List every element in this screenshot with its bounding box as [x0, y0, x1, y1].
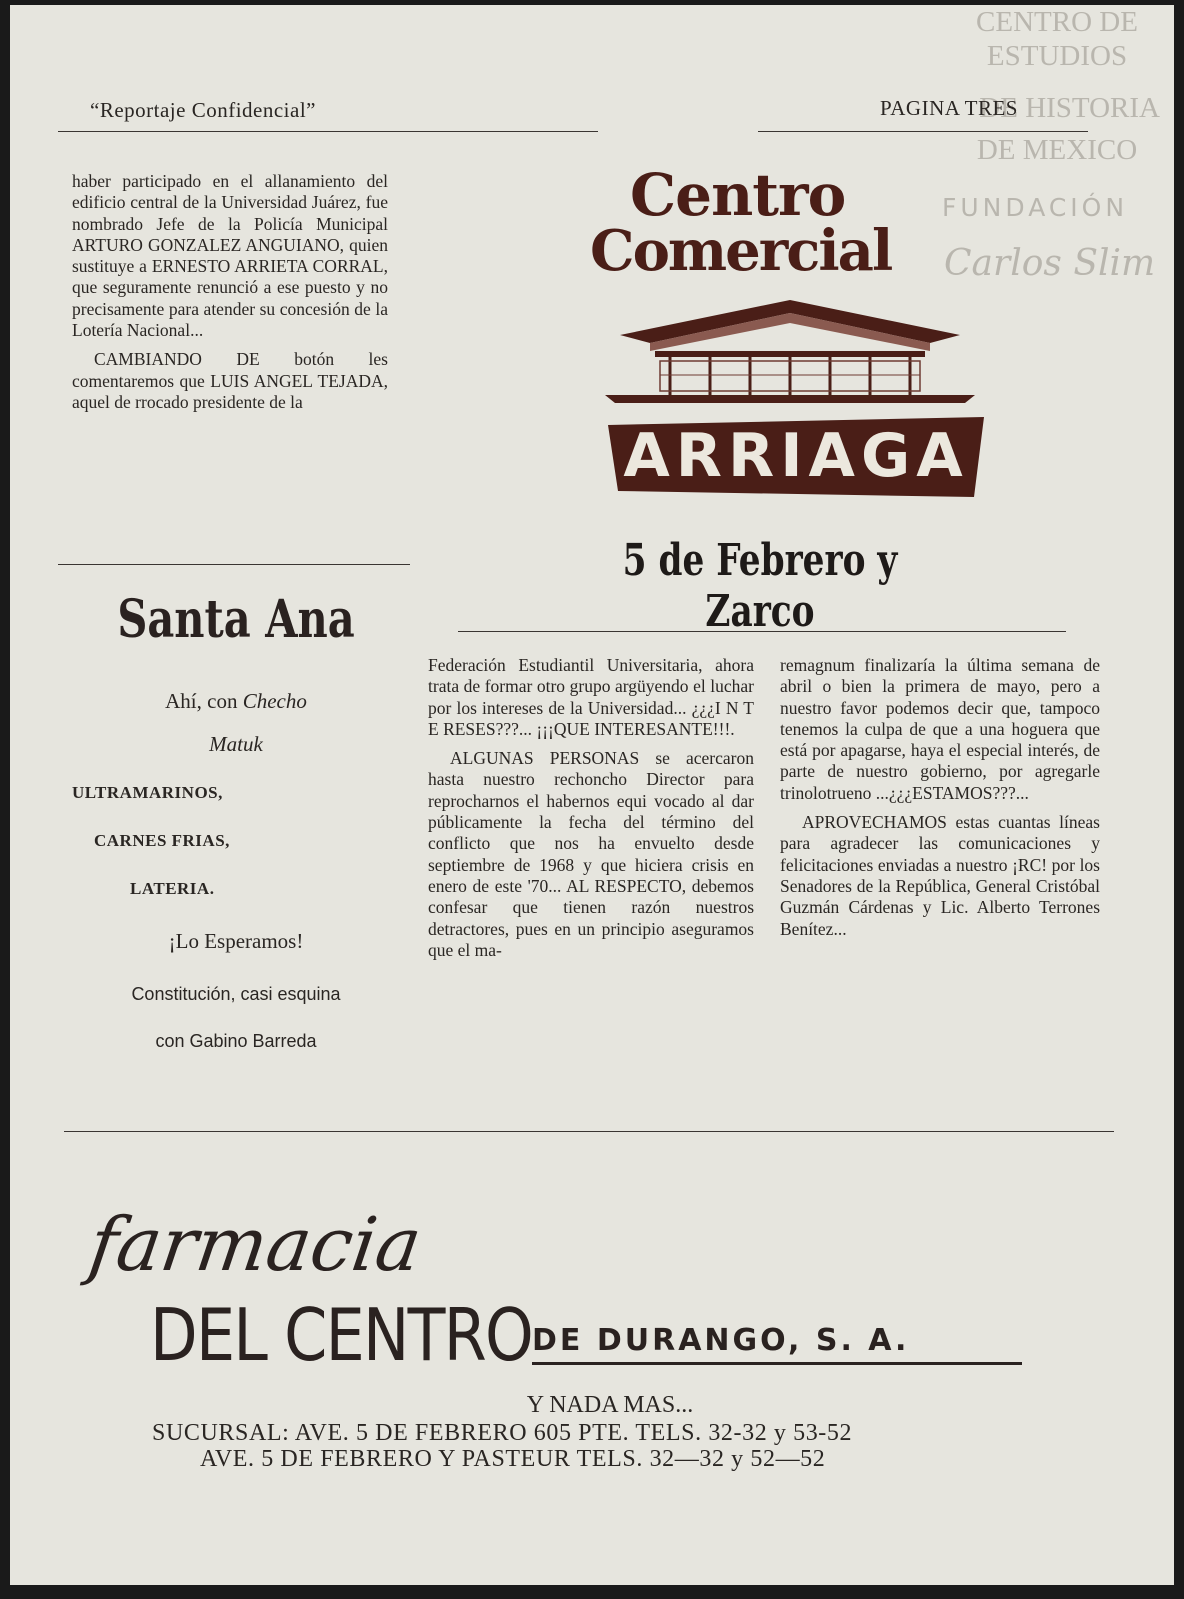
- article-paragraph: remagnum finalizaría la última semana de abril o bien la primera de mayo, pero a nuestro favor podemos decir que, tampoco tenemos la culpa de que a una hoguera que está por apagarse, haya el especial interés, de parte de nuestro gobierno, por agregarle trinolotrueno ...¿¿¿ESTAMOS???...: [780, 655, 1100, 803]
- watermark-line: FUNDACIÓN: [942, 193, 1129, 222]
- watermark-line: DE HISTORIA: [979, 92, 1160, 124]
- header-section-title: “Reportaje Confidencial”: [90, 98, 316, 122]
- ad-farmacia-tagline: Y NADA MAS...: [526, 1392, 694, 1418]
- article-paragraph: Federación Estudiantil Universitaria, ahora trata de formar otro grupo argüyendo el luchar por los intereses de la Universidad... ¿¿¿I N T E RESES???... ¡¡¡QUE INTERESANTE!!!.: [428, 655, 754, 739]
- column-rule: [58, 564, 410, 565]
- ad-santa-ana-surname: Matuk: [209, 732, 263, 756]
- ad-santa-ana-line1: [66, 689, 406, 714]
- building-illustration: [600, 295, 980, 405]
- ad-santa-ana-name: Checho: [242, 689, 307, 713]
- ad-arriaga-line1: Centro: [630, 161, 846, 229]
- watermark-block: [940, 5, 1174, 73]
- ad-santa-ana-text: Ahí, con: [165, 689, 238, 713]
- watermark-line: CENTRO DE: [976, 6, 1138, 38]
- ad-santa-ana-item: ULTRAMARINOS,: [72, 783, 223, 802]
- article-paragraph: ALGUNAS PERSONAS se acercaron hasta nuestro rechoncho Director para reprocharnos el habernos equi vocado al dar públicamente la fecha del término del conflicto que nos ha envuelto desde septiembre de 1968 y que hiciera crisis en enero de este '70... AL RESPECTO, debemos confesar que tienen razón nuestros detractores, pues en un principio aseguramos que el ma-: [428, 748, 754, 960]
- ad-santa-ana-item: CARNES FRIAS,: [94, 831, 230, 850]
- ad-arriaga-logo-text: [590, 161, 892, 285]
- ad-arriaga-name: ARRIAGA: [623, 421, 969, 491]
- ad-farmacia-script: farmacia: [83, 1202, 427, 1288]
- ad-santa-ana: [66, 585, 406, 1052]
- column-middle: [428, 655, 754, 1125]
- ad-santa-ana-address: Constitución, casi esquina: [131, 984, 341, 1004]
- ad-santa-ana-slogan: ¡Lo Esperamos!: [168, 929, 304, 953]
- newspaper-page: [10, 5, 1174, 1585]
- ad-santa-ana-title: Santa Ana: [117, 589, 355, 650]
- column-right: [780, 655, 1100, 1105]
- ad-arriaga-address: 5 de Febrero y Zarco: [622, 535, 898, 637]
- ad-farmacia-suffix: DE DURANGO, S. A.: [532, 1323, 1022, 1365]
- article-paragraph: APROVECHAMOS estas cuantas líneas para agradecer las comunicaciones y felicitaciones enviadas a nuestro ¡RC! por los Senadores de la República, General Cristóbal Guzmán Cárdenas y Lic. Alberto Terrones Benítez...: [780, 812, 1100, 939]
- article-paragraph: haber participado en el allanamiento del edificio central de la Universidad Juárez, fue nombrado Jefe de la Policía Municipal ARTURO GONZALEZ ANGUIANO, quien sustituye a ERNESTO ARRIETA CORRAL, que seguramente renunció a ese puesto y no precisamente para atender su concesión de la Lotería Nacional...: [72, 171, 388, 341]
- article-paragraph: CAMBIANDO DE botón les comentaremos que LUIS ANGEL TEJADA, aquel de rrocado presidente de la: [72, 349, 388, 412]
- ad-farmacia-address: SUCURSAL: AVE. 5 DE FEBRERO 605 PTE. TELS. 32-32 y 53-52: [152, 1420, 853, 1446]
- header-page-number: PAGINA TRES: [880, 96, 1018, 120]
- header-rule: [758, 131, 1088, 132]
- ad-santa-ana-address: con Gabino Barreda: [155, 1031, 317, 1051]
- column-left-top: [72, 171, 388, 551]
- watermark-line: DE MEXICO: [976, 134, 1138, 166]
- ad-santa-ana-item: LATERIA.: [130, 879, 215, 898]
- ad-arriaga-line2: Comercial: [590, 218, 892, 284]
- ad-farmacia-address: AVE. 5 DE FEBRERO Y PASTEUR TELS. 32—32 y 52—52: [200, 1446, 826, 1472]
- section-rule: [64, 1131, 1114, 1132]
- watermark-signature: Carlos Slim: [944, 243, 1156, 284]
- ad-farmacia-name: DEL CENTRO: [150, 1293, 533, 1377]
- watermark-line: ESTUDIOS: [986, 40, 1128, 72]
- ad-rule: [458, 631, 1066, 632]
- ad-arriaga-name-box: [608, 417, 984, 497]
- header-rule: [58, 131, 598, 132]
